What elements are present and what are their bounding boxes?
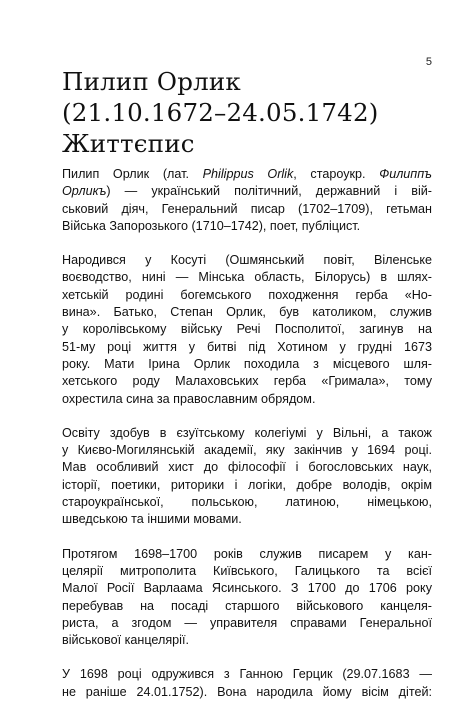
- text-line: шведською та іншими мовами.: [62, 512, 242, 527]
- paragraph-marriage: [62, 666, 432, 701]
- text-line: військової канцелярії.: [62, 633, 189, 648]
- text-line: Пилип Орлик (лат. Philippus Orlik, староукр. Филиппъ: [62, 167, 432, 181]
- old-ukrainian-name-cont: Орликъ: [62, 184, 107, 199]
- text-line: року. Мати Ірина Орлик походила з місцевого шля-: [62, 356, 432, 371]
- text-line: Протягом 1698–1700 років служив писарем у кан-: [62, 546, 432, 561]
- text-line: охрестила сина за православним обрядом.: [62, 391, 316, 406]
- title-name: Пилип Орлик: [62, 67, 241, 96]
- text-line: Орликъ) — український політичний, державний і вій-: [62, 184, 432, 199]
- body-text: [62, 166, 432, 718]
- text-line: 51-му році життя у битві під Хотином у грудні 1673: [62, 339, 432, 354]
- text-line: Мав особливий хист до філософії і богословських наук,: [62, 460, 432, 475]
- text-line: Війська Запорозького (1710–1742), поет, публіцист.: [62, 218, 361, 233]
- page-number: 5: [425, 56, 432, 68]
- text-line: воєводство, нині — Мінська область, Білорусь) в шлях-: [62, 270, 432, 285]
- text-line: целярії митрополита Київського, Галицького та всієї: [62, 563, 432, 578]
- text-line: не раніше 24.01.1752). Вона народила йому вісім дітей:: [62, 684, 432, 699]
- paragraph-intro: [62, 166, 432, 235]
- text-line: У 1698 році одружився з Ганною Герцик (29.07.1683 —: [62, 667, 432, 682]
- text-line: Народився у Косуті (Ошмянський повіт, Віленське: [62, 253, 432, 268]
- chapter-title: [62, 66, 432, 159]
- old-ukrainian-name: Филиппъ: [379, 167, 432, 181]
- text-line: хетського роду Малаховських герба «Грималa», тому: [62, 374, 432, 389]
- text-line: вина». Батько, Степан Орлик, був католиком, служив: [62, 305, 432, 320]
- paragraph-career: [62, 546, 432, 650]
- text-line: перебував на посаді старшого військового канцеля-: [62, 598, 432, 613]
- text-line: у Києво-Могилянській академії, яку закінчив у 1694 році.: [62, 443, 432, 458]
- text-line: у королівському війську Речі Посполитої, загинув на: [62, 322, 432, 337]
- paragraph-education: [62, 425, 432, 529]
- latin-name: Philippus Orlik: [202, 167, 294, 181]
- text-line: Освіту здобув в єзуїтському колегіумі у Вільні, а також: [62, 425, 432, 440]
- text-line: Малої Росії Варлаама Ясинського. З 1700 до 1706 року: [62, 581, 432, 596]
- text-line: ськовий діяч, Генеральний писар (1702–1709), гетьман: [62, 201, 432, 216]
- title-dates: (21.10.1672–24.05.1742): [62, 98, 379, 127]
- text-line: історії, поетики, риторики і логіки, добре володів, окрім: [62, 477, 432, 492]
- text-line: риста, а згодом — управителя справами Генеральної: [62, 615, 432, 630]
- text-line: староукраїнської, польською, латиною, німецькою,: [62, 495, 432, 510]
- title-subtitle: Життєпис: [62, 129, 195, 158]
- text-line: хетській родині богемського походження герба «Но-: [62, 287, 432, 302]
- paragraph-birth: [62, 252, 432, 408]
